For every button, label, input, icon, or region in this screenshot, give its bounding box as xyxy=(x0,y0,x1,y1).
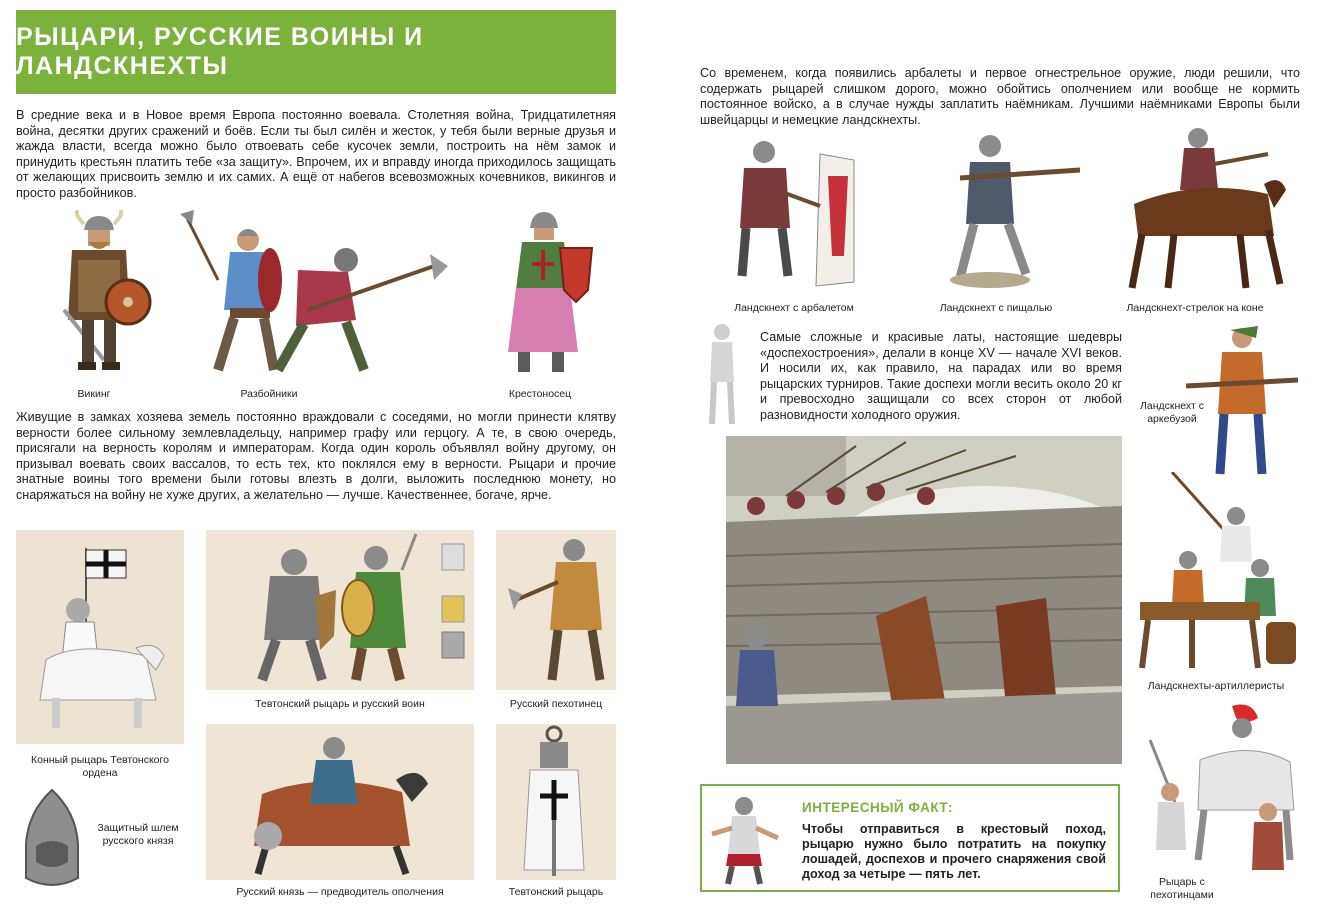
right-intro-paragraph: Со временем, когда появились арбалеты и первое огнестрельное оружие, люди решили, что содержать рыцарей слишком дорого, можно обойтись ополчением или вообще не кормить постоянное войско, а в случае нужды заплатить наёмникам. Лучшими наёмниками Европы были швейцарцы и немецкие ландскнехты. xyxy=(700,66,1300,127)
second-paragraph: Живущие в замках хозяева земель постоянно враждовали с соседями, но могли принести клятву верности более сильному землевладельцу, например графу или герцогу. А те, в свою очередь, присягали на верность королям и императорам. Когда один король объявлял войну другому, он призывал воевать своих вассалов, то есть тех, кто поклялся ему в верности. Рыцари и прочие знатные воины того времени были готовы влезть в долги, выложить последнюю монету, но снаряжаться на войну не хуже других, а желательно — лучше. Качественнее, богаче, ярче. xyxy=(16,410,616,502)
caption-gun: Ландскнехт с пищалью xyxy=(939,302,1053,314)
caption-crusader: Крестоносец xyxy=(508,388,572,400)
intro-paragraph: В средние века и в Новое время Европа постоянно воевала. Столетняя война, Тридцатилетняя война, десятки других сражений и боёв. Если ты был силён и жесток, у тебя были верные друзья и жажда власти, всегда можно было отвоевать себе кусочек земли, построить на нём замок и принудить крестьян платить тебе «за защиту». Впрочем, их и вправду иногда приходилось защищать от желающих присвоить землю и их самих. А ещё от набегов всевозможных кочевников, викингов и просто разбойников. xyxy=(16,108,616,200)
caption-russian-infantry: Русский пехотинец xyxy=(509,698,603,710)
teutonic-and-russian-illustration xyxy=(206,530,474,690)
armor-paragraph: Самые сложные и красивые латы, настоящие шедевры «доспехостроения», делали в конце XV — начале XVI веков. И носили их, как правило, на парадах или во время рыцарских турниров. Такие доспехи могли весить около 20 кг и превосходно защищали со всех сторон от любой разновидности холодного оружия. xyxy=(760,330,1122,422)
armor-figure-illustration xyxy=(702,322,742,428)
crusader-illustration xyxy=(488,210,598,380)
helmet-illustration xyxy=(16,788,88,894)
teutonic-knight-illustration xyxy=(496,724,616,880)
rider-landsknecht-illustration xyxy=(1118,124,1288,294)
battle-scene-illustration xyxy=(726,436,1122,764)
russian-prince-illustration xyxy=(206,724,474,880)
caption-robbers: Разбойники xyxy=(240,388,298,400)
caption-teutonic-russian: Тевтонский рыцарь и русский воин xyxy=(255,698,425,710)
robbers-illustration xyxy=(178,210,450,380)
artillery-landsknechts-illustration xyxy=(1132,472,1300,676)
title-banner xyxy=(16,10,616,94)
caption-helmet: Защитный шлем русского князя xyxy=(97,822,179,847)
caption-arquebusier: Ландскнехт с аркебузой xyxy=(1139,400,1204,425)
fact-title: ИНТЕРЕСНЫЙ ФАКТ: xyxy=(802,800,953,815)
fact-knight-illustration xyxy=(710,794,780,886)
teutonic-rider-illustration xyxy=(16,530,184,744)
caption-crossbow: Ландскнехт с арбалетом xyxy=(734,302,854,314)
caption-teutonic-rider: Конный рыцарь Тевтонского ордена xyxy=(31,754,169,779)
knight-with-infantry-illustration xyxy=(1140,700,1308,894)
crossbow-landsknecht-illustration xyxy=(724,136,860,292)
russian-infantry-illustration xyxy=(496,530,616,690)
interesting-fact-box xyxy=(700,784,1120,892)
caption-teutonic-knight: Тевтонский рыцарь xyxy=(508,886,604,898)
caption-viking: Викинг xyxy=(77,388,111,400)
caption-artillery: Ландскнехты-артиллеристы xyxy=(1147,680,1285,692)
gun-landsknecht-illustration xyxy=(930,128,1080,292)
fact-text: Чтобы отправиться в крестовый поход, рыцарю нужно было потратить на покупку лошадей, доспехов и прочего снаряжения свой доход за четыре — пять лет. xyxy=(802,822,1106,881)
caption-knight-infantry: Рыцарь с пехотинцами xyxy=(1150,876,1214,901)
viking-illustration xyxy=(44,210,154,378)
page-title: РЫЦАРИ, РУССКИЕ ВОИНЫ И ЛАНДСКНЕХТЫ xyxy=(16,23,424,80)
caption-russian-prince: Русский князь — предводитель ополчения xyxy=(236,886,444,898)
caption-rider: Ландскнехт-стрелок на коне xyxy=(1126,302,1264,314)
